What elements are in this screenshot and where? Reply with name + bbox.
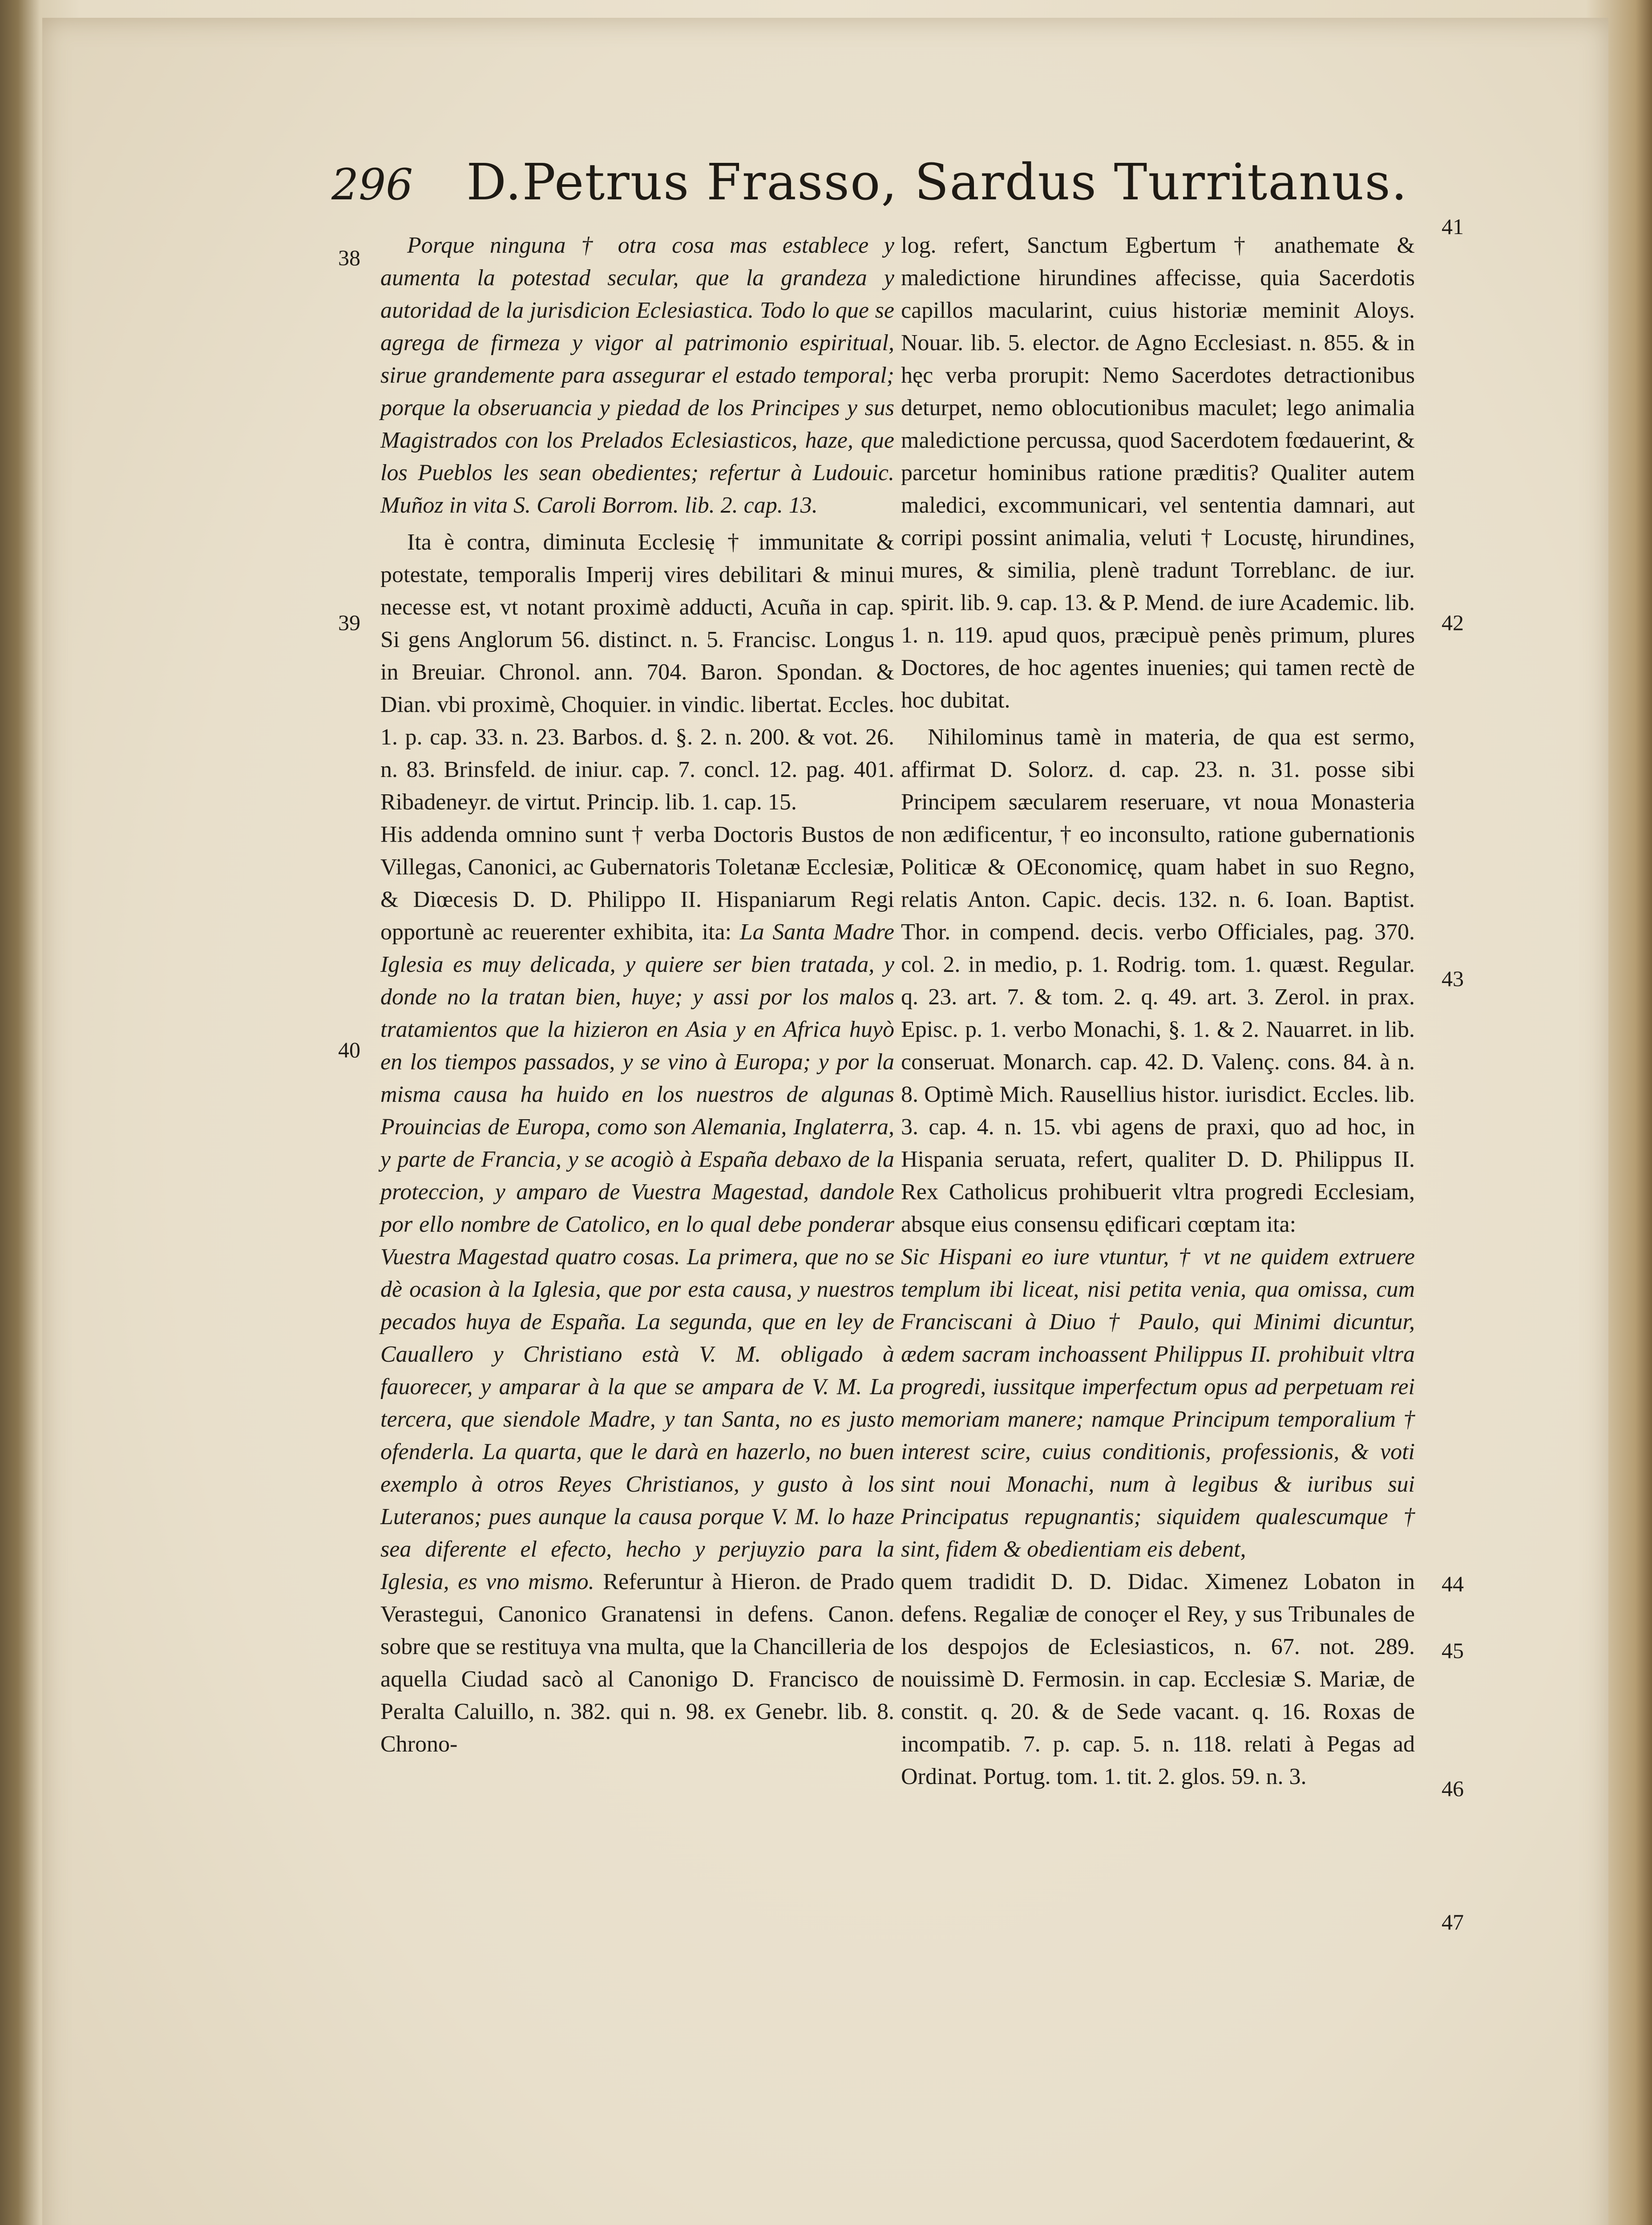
paragraph-43: Nihilominus tamè in materia, de qua est sermo, affirmat D. Solorz. d. cap. 23. n. 31. posse sibi Principem sæcularem reseruare, vt noua Monasteria non ædificentur, † eo inconsulto, ratione gubernationis Politicæ & OEconomicę, quam habet in suo Regno, relatis Anton. Capic. decis. 132. n. 6. Ioan. Baptist. Thor. in compend. decis. verbo Officiales, pag. 370. col. 2. in medio, p. 1. Rodrig. tom. 1. quæst. Regular. q. 23. art. 7. & tom. 2. q. 49. art. 3. Zerol. in prax. Episc. p. 1. verbo Monachi, §. 1. & 2. Nauarret. in lib. conseruat. Monarch. cap. 42. D. Valenç. cons. 84. à n. 8. Optimè Mich. Rausellius histor. iurisdict. Eccles. lib. 3. cap. 4. n. 15. vbi agens de praxi, quo ad hoc, in Hispania seruata, refert, qualiter D. D. Philippus II. Rex Catholicus prohibuerit vltra progredi Ecclesiam, absque eius consensu ędificari cœptam ita:: [901, 724, 1415, 1237]
left-column: [380, 229, 894, 1760]
margin-number-42: 42: [1442, 610, 1464, 635]
margin-number-46: 46: [1442, 1776, 1464, 1801]
margin-number-44: 44: [1442, 1571, 1464, 1596]
paragraph-40-reference: Referuntur à Hieron. de Prado Verastegui, Canonico Granatensi in defens. Canon. sobre que se restituya vna multa, que la Chancilleria de aquella Ciudad sacò al Canonigo D. Francisco de Peralta Caluillo, n. 382. qui n. 98. ex Genebr. lib. 8. Chrono-: [380, 1569, 895, 1757]
paragraph-44-quote: Sic Hispani eo iure vtuntur, † vt ne quidem extruere templum ibi liceat, nisi petita venia, qua omissa, cum Franciscani à Diuo † Paulo, qui Minimi dicuntur, ædem sacram inchoassent Philippus II. prohibuit vltra progredi, iussitque imperfectum opus ad perpetuam rei memoriam manere; namque Principum temporalium † interest scire, cuius conditionis, professionis, & voti sint noui Monachi, num à legibus & iuribus sui Principatus repugnantis; siquidem qualescumque † sint, fidem & obedientiam eis debent,: [901, 1244, 1415, 1562]
paragraph-38: Porque ninguna † otra cosa mas establece y aumenta la potestad secular, que la grandeza y autoridad de la jurisdicion Eclesiastica. Todo lo que se agrega de firmeza y vigor al patrimonio espiritual, sirue grandemente para assegurar el estado temporal; porque la obseruancia y piedad de los Principes y sus Magistrados con los Prelados Eclesiasticos, haze, que los Pueblos les sean obedientes; refertur à Ludouic. Muñoz in vita S. Caroli Borrom. lib. 2. cap. 13.: [380, 233, 894, 518]
paragraph-40-intro: His addenda omnino sunt † verba Doctoris Bustos de Villegas, Canonici, ac Gubernatoris Toletanæ Ecclesiæ, & Diœcesis D. D. Philippo II. Hispaniarum Regi opportunè ac reuerenter exhibita, ita:: [380, 822, 894, 945]
margin-number-41: 41: [1442, 214, 1464, 239]
page-number: 296: [331, 160, 413, 210]
margin-number-47: 47: [1442, 1909, 1464, 1934]
running-title: D.Petrus Frasso, Sardus Turritanus.: [466, 154, 1408, 211]
page-header: [331, 154, 1453, 220]
paragraph-39: Ita è contra, diminuta Ecclesię † immunitate & potestate, temporalis Imperij vires debilitari & minui necesse est, vt notant proximè adducti, Acuña in cap. Si gens Anglorum 56. distinct. n. 5. Francisc. Longus in Breuiar. Chronol. ann. 704. Baron. Spondan. & Dian. vbi proximè, Choquier. in vindic. libertat. Eccles. 1. p. cap. 33. n. 23. Barbos. d. §. 2. n. 200. & vot. 26. n. 83. Brinsfeld. de iniur. cap. 7. concl. 12. pag. 401. Ribadeneyr. de virtut. Princip. lib. 1. cap. 15.: [380, 530, 894, 815]
margin-number-43: 43: [1442, 966, 1464, 991]
right-column: [901, 229, 1415, 1793]
paragraph-40-quote: La Santa Madre Iglesia es muy delicada, y quiere ser bien tratada, y donde no la tratan bien, huye; y assi por los malos tratamientos que la hizieron en Asia y en Africa huyò en los tiempos passados, y se vino à Europa; y por la misma causa ha huido en los nuestros de algunas Prouincias de Europa, como son Alemania, Inglaterra, y parte de Francia, y se acogiò à España debaxo de la proteccion, y amparo de Vuestra Magestad, dandole por ello nombre de Catolico, en lo qual debe ponderar Vuestra Magestad quatro cosas. La primera, que no se dè ocasion à la Iglesia, que por esta causa, y nuestros pecados huya de España. La segunda, que en ley de Cauallero y Christiano està V. M. obligado à fauorecer, y amparar à la que se ampara de V. M. La tercera, que siendole Madre, y tan Santa, no es justo ofenderla. La quarta, que le darà en hazerlo, no buen exemplo à otros Reyes Christianos, y gusto à los Luteranos; pues aunque la causa porque V. M. lo haze sea diferente el efecto, hecho y perjuyzio para la Iglesia, es vno mismo.: [380, 919, 894, 1594]
margin-number-40: 40: [338, 1037, 360, 1062]
paragraph-41: log. refert, Sanctum Egbertum † anathemate & maledictione hirundines affecisse, quia Sacerdotis capillos macularint, cuius historiæ meminit Aloys. Nouar. lib. 5. elector. de Agno Ecclesiast. n. 855. & in hęc verba prorupit: Nemo Sacerdotes detractionibus deturpet, nemo oblocutionibus maculet; lego animalia maledictione percussa, quod Sacerdotem fœdauerint, & parcetur hominibus ratione præditis? Qualiter autem maledici, excommunicari, vel sententia damnari, aut corripi possint animalia, veluti † Locustę, hirundines, mures, & similia, plenè tradunt Torreblanc. de iur. spirit. lib. 9. cap. 13. & P. Mend. de iure Academic. lib. 1. n. 119. apud quos, præcipuè penès primum, plures Doctores, de hoc agentes inuenies; qui tamen rectè de hoc dubitat.: [901, 233, 1415, 713]
paragraph-47: quem tradidit D. D. Didac. Ximenez Lobaton in defens. Regaliæ de conoçer el Rey, y sus Tribunales de los despojos de Eclesiasticos, n. 67. not. 289. nouissimè D. Fermosin. in cap. Ecclesiæ S. Mariæ, de constit. q. 20. & de Sede vacant. q. 16. Roxas de incompatib. 7. p. cap. 5. n. 118. relati à Pegas ad Ordinat. Portug. tom. 1. tit. 2. glos. 59. n. 3.: [901, 1569, 1415, 1789]
margin-number-39: 39: [338, 610, 360, 635]
margin-number-45: 45: [1442, 1638, 1464, 1663]
margin-number-38: 38: [338, 245, 360, 270]
